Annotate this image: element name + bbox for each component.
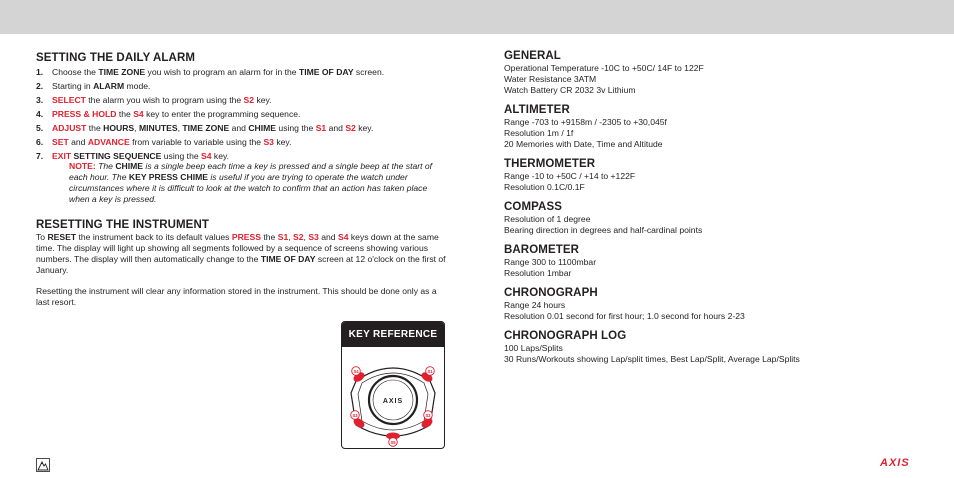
alarm-heading: SETTING THE DAILY ALARM: [36, 52, 196, 64]
top-bar: [0, 0, 954, 34]
mountain-icon: [36, 458, 50, 472]
note-text-segment: KEY PRESS CHIME: [128, 172, 208, 182]
step-text-segment: TIME ZONE: [98, 67, 146, 77]
step-text-segment: S4: [133, 109, 144, 119]
spec-line: Range 300 to 1100mbar: [504, 257, 597, 267]
spec-heading: GENERAL: [504, 50, 561, 62]
spec-line: 30 Runs/Workouts showing Lap/split times, Best Lap/Split, Average Lap/Splits: [504, 354, 800, 364]
reset-text-segment: S1: [277, 232, 289, 242]
note-text-segment: is a single beep each time a key is pressed and a single beep at the start of each hour. The: [69, 161, 433, 182]
step-text-segment: using the: [276, 123, 316, 133]
step-text-segment: the: [116, 109, 134, 119]
step-text-segment: and: [326, 123, 346, 133]
step-text-segment: ,: [177, 123, 183, 133]
spec-line: 100 Laps/Splits: [504, 343, 563, 353]
reset-paragraph-2: Resetting the instrument will clear any information stored in the instrument. This should be done only as a last resort.: [36, 286, 437, 307]
spec-heading: THERMOMETER: [504, 158, 596, 170]
step-text-segment: and: [68, 137, 88, 147]
step-text-segment: SELECT: [52, 95, 86, 105]
reset-text-segment: To: [36, 232, 48, 242]
reset-paragraph-1: [36, 232, 446, 276]
step-text-segment: ADJUST: [52, 123, 87, 133]
alarm-steps-list: [36, 65, 446, 163]
key-label-s1: S1: [427, 369, 433, 374]
note-text-segment: is useful if you are trying to operate the watch under circumstances where it is difficult to look at the watch to confirm that an action has taken place when a key is pressed.: [69, 172, 428, 204]
step-text-segment: key to enter the programming sequence.: [143, 109, 301, 119]
step-text-segment: HOURS: [103, 123, 135, 133]
reset-text-segment: ,: [288, 232, 294, 242]
spec-line: Resolution 1m / 1f: [504, 128, 574, 138]
spec-line: Water Resistance 3ATM: [504, 74, 597, 84]
spec-line: Resolution 1mbar: [504, 268, 572, 278]
alarm-step: [36, 149, 446, 163]
spec-section-compass: [504, 201, 924, 236]
watch-diagram: [342, 347, 444, 447]
reset-text-segment: RESET: [47, 232, 77, 242]
spec-section-barometer: [504, 244, 924, 279]
step-text-segment: mode.: [124, 81, 151, 91]
step-text-segment: from variable to variable using the: [129, 137, 264, 147]
alarm-step: [36, 93, 446, 107]
step-text-segment: and: [229, 123, 249, 133]
step-number: 4.: [36, 109, 44, 119]
spec-line: Operational Temperature -10C to +50C/ 14F to 122F: [504, 63, 704, 73]
step-text-segment: S3: [263, 137, 274, 147]
reset-text-segment: S2: [293, 232, 304, 242]
step-text-segment: SETTING SEQUENCE: [73, 151, 162, 161]
alarm-step: [36, 107, 446, 121]
spec-heading: ALTIMETER: [504, 104, 570, 116]
step-text-segment: Starting in: [52, 81, 94, 91]
step-text-segment: Choose the: [52, 67, 99, 77]
spec-section-altimeter: [504, 104, 924, 150]
spec-line: Range -10 to +50C / +14 to +122F: [504, 171, 636, 181]
step-text-segment: S1: [315, 123, 327, 133]
step-text-segment: ,: [134, 123, 139, 133]
step-text-segment: ALARM: [93, 81, 125, 91]
alarm-step: [36, 135, 446, 149]
key-label-s4: S4: [353, 369, 359, 374]
step-text-segment: SET: [52, 137, 69, 147]
spec-heading: BAROMETER: [504, 244, 580, 256]
step-text-segment: the: [86, 123, 104, 133]
reset-text-segment: ,: [303, 232, 309, 242]
reset-heading: RESETTING THE INSTRUMENT: [36, 219, 209, 231]
step-text-segment: ADVANCE: [87, 137, 130, 147]
left-column: [36, 52, 446, 308]
note-text-segment: NOTE:: [69, 161, 96, 171]
step-text-segment: S2: [345, 123, 356, 133]
spec-heading: CHRONOGRAPH: [504, 287, 598, 299]
reset-text-segment: the: [261, 232, 278, 242]
axis-logo: AXIS: [880, 457, 910, 469]
spec-section-chronograph-log: [504, 330, 924, 365]
step-text-segment: S4: [201, 151, 212, 161]
step-text-segment: PRESS & HOLD: [52, 109, 117, 119]
reset-text-segment: PRESS: [231, 232, 261, 242]
step-text-segment: EXIT: [52, 151, 72, 161]
watch-brand-label: AXIS: [382, 398, 404, 405]
step-text-segment: key.: [273, 137, 292, 147]
spec-line: Resolution 0.1C/0.1F: [504, 182, 585, 192]
spec-line: Range -703 to +9158m / -2305 to +30,045f: [504, 117, 667, 127]
note-text-segment: CHIME: [115, 161, 144, 171]
spec-section-chronograph: [504, 287, 924, 322]
step-text-segment: key.: [254, 95, 272, 105]
step-text-segment: screen.: [353, 67, 385, 77]
key-label-s2: S2: [425, 413, 431, 418]
spec-line: Watch Battery CR 2032 3v Lithium: [504, 85, 636, 95]
step-text-segment: CHIME: [248, 123, 277, 133]
step-text-segment: key.: [355, 123, 374, 133]
step-text-segment: key.: [211, 151, 230, 161]
reset-text-segment: the instrument back to its default values: [76, 232, 232, 242]
spec-section-thermometer: [504, 158, 924, 193]
alarm-step: [36, 121, 446, 135]
reset-text-segment: S3: [308, 232, 319, 242]
reset-text-segment: TIME OF DAY: [260, 254, 316, 264]
step-number: 5.: [36, 123, 44, 133]
step-text-segment: TIME ZONE: [182, 123, 230, 133]
key-reference-box: [341, 321, 445, 449]
alarm-step: [36, 79, 446, 93]
step-number: 1.: [36, 67, 44, 77]
spec-line: Bearing direction in degrees and half-cardinal points: [504, 225, 703, 235]
spec-heading: COMPASS: [504, 201, 562, 213]
spec-line: Resolution of 1 degree: [504, 214, 591, 224]
key-reference-title: KEY REFERENCE: [342, 322, 444, 347]
chime-note: [36, 161, 446, 205]
spec-heading: CHRONOGRAPH LOG: [504, 330, 627, 342]
step-text-segment: the alarm you wish to program using the: [85, 95, 244, 105]
spec-line: Resolution 0.01 second for first hour; 1.0 second for hours 2-23: [504, 311, 745, 321]
step-text-segment: MINUTES: [138, 123, 178, 133]
specifications-column: [504, 50, 924, 373]
step-text-segment: TIME OF DAY: [298, 67, 354, 77]
step-text-segment: using the: [161, 151, 202, 161]
step-number: 6.: [36, 137, 44, 147]
spec-section-general: [504, 50, 924, 96]
step-text-segment: you wish to program an alarm for in the: [145, 67, 299, 77]
step-number: 7.: [36, 151, 44, 161]
note-text-segment: The: [95, 161, 116, 171]
key-label-s3: S3: [352, 413, 358, 418]
reset-text-segment: keys down at the same time. The display will light up showing all segments followed by a sequence of screens showing various numbers. The display will then automatically change to the: [36, 232, 439, 264]
key-label-s5: S5: [390, 440, 396, 445]
step-text-segment: S2: [243, 95, 255, 105]
reset-text-segment: screen at 12 o'clock on the first of January.: [36, 254, 446, 275]
step-number: 2.: [36, 81, 44, 91]
reset-text-segment: S4: [337, 232, 349, 242]
alarm-step: [36, 65, 446, 79]
spec-line: 20 Memories with Date, Time and Altitude: [504, 139, 663, 149]
step-number: 3.: [36, 95, 44, 105]
spec-line: Range 24 hours: [504, 300, 566, 310]
reset-text-segment: and: [318, 232, 338, 242]
